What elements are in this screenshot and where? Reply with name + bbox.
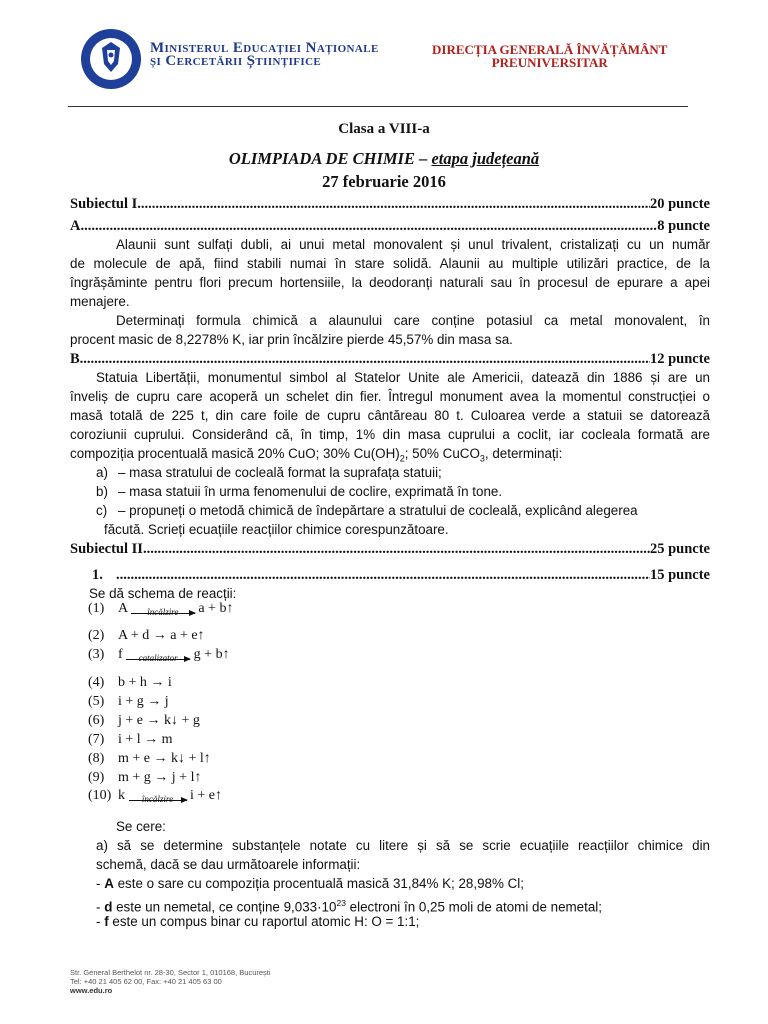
ministry-name bbox=[150, 42, 379, 68]
question-1-label: 1. bbox=[92, 567, 103, 583]
reaction-number: (5) bbox=[88, 694, 105, 709]
direction-name bbox=[432, 43, 667, 69]
item-letter: b) bbox=[96, 484, 108, 499]
part-a-heading bbox=[70, 217, 710, 235]
subject-2-label: Subiectul II bbox=[70, 541, 143, 557]
question-1-heading bbox=[92, 566, 710, 584]
reaction-equation: m + e → k↓ + l↑ bbox=[118, 751, 211, 766]
item-letter: a) bbox=[96, 465, 108, 480]
part-b-points: 12 puncte bbox=[649, 351, 710, 367]
olympiad-stage: etapa județeană bbox=[431, 149, 540, 168]
reaction-number: (8) bbox=[88, 751, 105, 766]
reaction-6 bbox=[88, 712, 200, 730]
item-text: – propuneți o metodă chimică de îndepărtare a stratului de cocleală, explicând alegerea bbox=[118, 503, 638, 518]
bullet-dash: - bbox=[96, 899, 105, 915]
reaction-equation: i + l → m bbox=[118, 732, 173, 747]
reaction-3 bbox=[88, 646, 230, 664]
catalyst-arrow bbox=[126, 653, 190, 664]
reaction-equation: i + g → j bbox=[118, 694, 169, 709]
composition-text-mid: ; 50% CuCO bbox=[404, 446, 480, 461]
footer bbox=[70, 968, 271, 995]
bullet-dash: - bbox=[96, 914, 105, 929]
item-text: – masa stratului de cocleală format la suprafața statuii; bbox=[118, 465, 442, 480]
subject-1-label: Subiectul I bbox=[70, 196, 138, 212]
part-b-item-a bbox=[96, 464, 710, 483]
reaction-10 bbox=[88, 787, 222, 805]
item-text: – masa statuii în urma fenomenului de coclire, exprimată în tone. bbox=[118, 484, 503, 499]
reaction-number: (4) bbox=[88, 675, 105, 690]
reactant: A bbox=[118, 601, 128, 616]
requirement-label: Se cere: bbox=[116, 819, 166, 834]
subscript: 3 bbox=[479, 453, 485, 464]
part-a-text-line: de molecule de apă, fiind stabili numai în stare solidă. Alaunii au multiple utilizări practice, de la bbox=[70, 256, 710, 271]
reaction-9 bbox=[88, 769, 201, 787]
part-a-points: 8 puncte bbox=[657, 218, 710, 234]
footer-address: Str. General Berthelot nr. 28-30, Sector 1, 010168, București bbox=[70, 968, 271, 977]
requirement-a-line: a) să se determine substanțele notate cu litere și să se scrie ecuațiile reacțiilor chimice din bbox=[96, 838, 710, 853]
reactant: f bbox=[118, 647, 123, 662]
part-a-task-line: procent masic de 8,2278% K, iar prin încălzire pierde 45,57% din masa sa. bbox=[70, 332, 513, 347]
requirement-a-line: schemă, dacă se dau următoarele informații: bbox=[96, 857, 361, 872]
part-b-label: B. bbox=[70, 351, 84, 367]
part-a-task-line: Determinați formula chimică a alaunului care conține potasiul ca metal monovalent, în bbox=[116, 313, 710, 328]
heating-arrow bbox=[129, 794, 187, 805]
reaction-number: (2) bbox=[88, 628, 105, 643]
scheme-intro: Se dă schema de reacții: bbox=[89, 586, 237, 601]
direction-line-1: DIRECȚIA GENERALĂ ÎNVĂȚĂMÂNT bbox=[432, 42, 668, 57]
substance-label: f bbox=[104, 914, 109, 929]
footer-phone: Tel: +40 21 405 62 00, Fax: +40 21 405 63 00 bbox=[70, 977, 222, 986]
part-a-label: A. bbox=[70, 218, 85, 234]
heating-arrow bbox=[131, 607, 195, 618]
reactant: k bbox=[118, 788, 125, 803]
products: g + b↑ bbox=[193, 647, 230, 662]
reaction-number: (10) bbox=[88, 788, 112, 803]
class-title: Clasa a VIII-a bbox=[338, 121, 430, 137]
reaction-number: (6) bbox=[88, 713, 105, 728]
olympiad-date: 27 februarie 2016 bbox=[322, 172, 446, 191]
exponent: 23 bbox=[336, 898, 346, 908]
footer-website: www.edu.ro bbox=[70, 986, 113, 995]
arrow-icon bbox=[126, 659, 190, 660]
seal-icon bbox=[80, 28, 142, 90]
arrow-icon bbox=[131, 613, 195, 614]
info-f bbox=[96, 913, 736, 932]
composition-text: compoziția procentuală masică 20% CuO; 30% Cu(OH) bbox=[70, 446, 400, 461]
arrow-icon bbox=[129, 800, 187, 801]
reaction-number: (1) bbox=[88, 601, 105, 616]
subscript: 2 bbox=[399, 453, 405, 464]
ministry-line-2: și Cercetării Științifice bbox=[150, 53, 322, 69]
part-b-text-line: coroziunii cuprului. Considerând că, în timp, 1% din masa cuprului a coclit, iar cocleala formată are bbox=[70, 427, 710, 442]
part-a-text-line: menajere. bbox=[70, 294, 130, 309]
reaction-number: (7) bbox=[88, 732, 105, 747]
subject-2-heading bbox=[70, 540, 710, 558]
products: i + e↑ bbox=[190, 788, 222, 803]
part-b-text-line: masă totală de 225 t, din care foile de cupru cântăreau 80 t. Culoarea verde a statuii se datorează bbox=[70, 408, 710, 423]
part-b-heading bbox=[70, 350, 710, 368]
reaction-8 bbox=[88, 750, 211, 768]
ministry-line-1: Ministerul Educației Naționale bbox=[150, 40, 379, 56]
subject-1-heading bbox=[70, 195, 710, 213]
reaction-7 bbox=[88, 731, 173, 749]
arrow-label: catalizator bbox=[138, 653, 178, 663]
arrow-label: încălzire bbox=[147, 607, 179, 617]
reaction-equation: j + e → k↓ + g bbox=[118, 713, 200, 728]
reaction-5 bbox=[88, 693, 169, 711]
reaction-1 bbox=[88, 600, 233, 618]
info-text: este un nemetal, ce conține bbox=[112, 899, 284, 915]
bullet-dash: - bbox=[96, 876, 105, 891]
part-b-item-c-cont: făcută. Scrieți ecuațiile reacțiilor chimice corespunzătoare. bbox=[104, 522, 449, 537]
olympiad-name: OLIMPIADA DE CHIMIE – bbox=[228, 149, 432, 168]
subject-2-points: 25 puncte bbox=[649, 541, 710, 557]
part-a-text-line: îngrășăminte pentru flori precum hortensiile, la deodoranți naturali sau în procesul de epurare a apei bbox=[70, 275, 710, 290]
question-1-points: 15 puncte bbox=[649, 567, 710, 583]
subject-1-points: 20 puncte bbox=[649, 196, 710, 212]
reaction-equation: b + h → i bbox=[118, 675, 172, 690]
substance-label: d bbox=[104, 899, 113, 915]
composition-text-end: , determinați: bbox=[484, 446, 563, 461]
reaction-equation: m + g → j + l↑ bbox=[118, 770, 202, 785]
products: a + b↑ bbox=[198, 601, 234, 616]
direction-line-2: PREUNIVERSITAR bbox=[491, 55, 608, 70]
reaction-2 bbox=[88, 627, 205, 645]
info-text: este o sare cu compoziția procentuală masică 31,84% K; 28,98% Cl; bbox=[113, 876, 524, 891]
reaction-equation: A + d → a + e↑ bbox=[118, 628, 205, 643]
part-b-text-line: Statuia Libertății, monumentul simbol al Statelor Unite ale Americii, datează din 1886 și are un bbox=[96, 370, 710, 385]
info-a bbox=[96, 875, 736, 894]
header-divider bbox=[68, 106, 688, 107]
electron-count: 9,033·10 bbox=[283, 899, 337, 915]
part-b-item-c bbox=[96, 502, 710, 521]
olympiad-title bbox=[0, 149, 768, 169]
part-a-text-line: Alaunii sunt sulfați dubli, ai unui metal monovalent și unul trivalent, cristalizați cu un număr bbox=[116, 237, 710, 252]
reaction-4 bbox=[88, 674, 172, 692]
government-seal bbox=[80, 28, 142, 90]
info-text: este un compus binar cu raportul atomic H: O = 1:1; bbox=[108, 914, 420, 929]
arrow-label: încălzire bbox=[141, 794, 174, 804]
info-text-end: electroni în 0,25 moli de atomi de nemetal; bbox=[345, 899, 602, 915]
substance-label: A bbox=[104, 876, 114, 891]
item-letter: c) bbox=[96, 503, 108, 518]
reaction-number: (9) bbox=[88, 770, 105, 785]
reaction-number: (3) bbox=[88, 647, 105, 662]
part-b-text-line: înveliș de cupru care acoperă un schelet din fier. Întregul monument avea la momentul construcției o bbox=[70, 389, 710, 404]
part-b-item-b bbox=[96, 483, 710, 502]
